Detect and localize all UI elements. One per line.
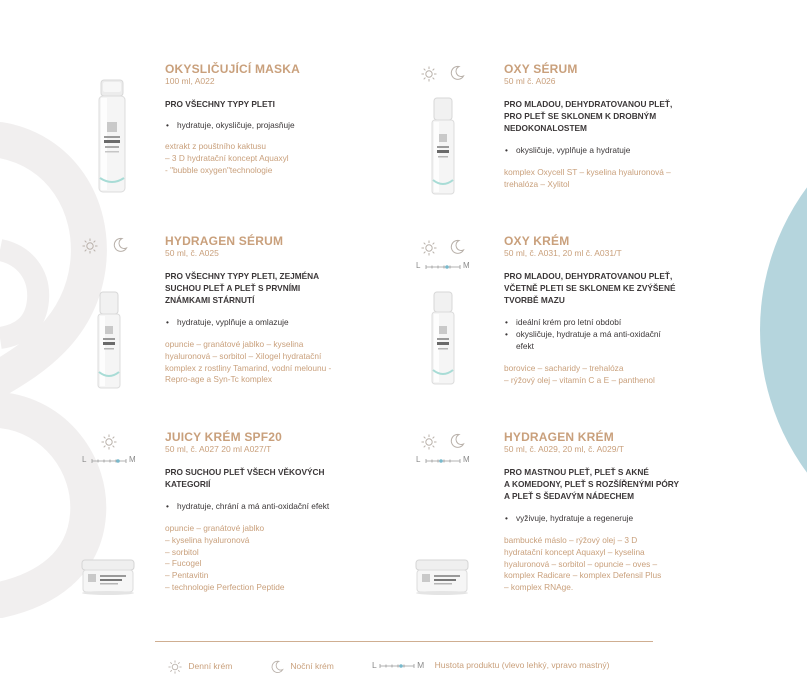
scale-label-light: L	[416, 455, 421, 464]
skin-type-line: PRO MLADOU, DEHYDRATOVANOU PLEŤ,	[504, 271, 673, 281]
benefit-item: • okysličuje, hydratuje a má anti-oxidační	[504, 328, 734, 340]
ingredient-line: trehalóza – Xylitol	[504, 178, 570, 189]
benefit-item: • hydratuje, vyplňuje a omlazuje	[165, 316, 395, 328]
sun-icon	[168, 660, 182, 674]
product-image-oxy-cream	[428, 290, 458, 386]
ingredient-line: – Fucogel	[165, 558, 202, 569]
product-title: OKYSLIČUJÍCÍ MASKA	[165, 62, 300, 76]
benefit-item: • vyživuje, hydratuje a regeneruje	[504, 512, 734, 524]
ingredient-list	[165, 523, 395, 594]
product-title: OXY SÉRUM	[504, 62, 578, 76]
sun-icon	[421, 66, 437, 82]
sun-icon	[101, 434, 117, 450]
ingredient-list	[165, 141, 385, 176]
product-title: OXY KRÉM	[504, 234, 570, 248]
scale-icon	[425, 457, 461, 465]
moon-icon	[449, 239, 465, 255]
skin-type-line: VČETNĚ PLETI SE SKLONEM KE ZVÝŠENÉ	[504, 283, 676, 293]
product-title: HYDRAGEN KRÉM	[504, 430, 614, 444]
moon-icon	[270, 660, 284, 674]
scale-label-heavy: M	[463, 261, 470, 270]
ingredient-line: hydratační koncept Aquaxyl – kyselina	[504, 546, 645, 557]
ingredient-line: – 3 D hydratační koncept Aquaxyl	[165, 152, 289, 163]
skin-type-line: PRO VŠECHNY TYPY PLETI	[165, 99, 275, 109]
product-title: HYDRAGEN SÉRUM	[165, 234, 284, 248]
background-swirl-inner	[0, 250, 38, 338]
skin-type-line: A KOMEDONY, PLEŤ S ROZŠÍŘENÝMI PÓRY	[504, 479, 680, 489]
density-scale	[416, 261, 476, 273]
benefit-list	[504, 316, 734, 352]
legend-night	[270, 660, 334, 674]
benefit-list	[504, 512, 734, 524]
usage-icons	[82, 432, 142, 472]
skin-type-line: PRO SUCHOU PLEŤ VŠECH VĚKOVÝCH	[165, 467, 325, 477]
product-image-juicy-cream-jar	[80, 556, 136, 596]
ingredient-line: – Pentavitin	[165, 570, 209, 581]
legend-density-label: Hustota produktu (vlevo lehký, vpravo mastný)	[434, 660, 610, 670]
benefit-list	[165, 316, 395, 328]
legend-density	[372, 660, 609, 670]
ingredient-line: – komplex RNAge.	[504, 582, 574, 593]
density-scale	[82, 455, 142, 467]
moon-icon	[112, 237, 128, 253]
scale-icon	[91, 457, 127, 465]
ingredient-line: – technologie Perfection Peptide	[165, 581, 285, 592]
product-card	[504, 62, 734, 191]
benefit-list	[165, 119, 385, 131]
blue-circle-decoration	[760, 90, 807, 570]
product-image-oxy-serum	[428, 96, 458, 196]
legend-night-label: Noční krém	[290, 661, 334, 672]
skin-type-line: ZNÁMKAMI STÁRNUTÍ	[165, 295, 255, 305]
ingredient-line: hyaluronová – sorbitol – Xilogel hydratační	[165, 350, 322, 361]
ingredient-line: bambucké máslo – rýžový olej – 3 D	[504, 535, 638, 545]
ingredient-line: Repro-age a Syn-Tc komplex	[165, 374, 272, 385]
scale-icon	[425, 263, 461, 271]
benefit-item: • hydratuje, okysličuje, projasňuje	[165, 119, 385, 131]
skin-type-line: PRO PLEŤ SE SKLONEM K DROBNÝM	[504, 111, 657, 121]
product-size: 50 ml, č. A027 20 ml A027/T	[165, 444, 272, 454]
moon-icon	[449, 65, 465, 81]
product-size: 50 ml č. A026	[504, 76, 556, 86]
ingredient-list	[165, 339, 395, 386]
product-card	[165, 234, 395, 386]
ingredient-list	[504, 535, 734, 594]
product-size: 50 ml, č. A029, 20 ml, č. A029/T	[504, 444, 625, 454]
ingredient-list	[504, 363, 734, 387]
skin-type	[165, 466, 395, 490]
product-title: JUICY KRÉM SPF20	[165, 430, 283, 444]
product-size: 100 ml, A022	[165, 76, 215, 86]
skin-type	[165, 270, 395, 306]
skin-type-line: TVORBĚ MAZU	[504, 295, 565, 305]
ingredient-line: komplex Oxycell ST – kyselina hyaluronová –	[504, 167, 671, 177]
ingredient-line: borovice – sacharidy – trehalóza	[504, 363, 624, 373]
ingredient-line: extrakt z pouštního kaktusu	[165, 141, 267, 151]
legend-day	[168, 660, 232, 674]
scale-label-light: L	[416, 261, 421, 270]
benefit-item: • hydratuje, chrání a má anti-oxidační efekt	[165, 500, 395, 512]
ingredient-line: opuncie – granátové jablko	[165, 523, 265, 533]
ingredient-line: – kyselina hyaluronová	[165, 534, 250, 545]
product-card	[504, 234, 734, 387]
product-card	[504, 430, 734, 594]
benefit-item: • okysličuje, vyplňuje a hydratuje	[504, 144, 734, 156]
ingredient-line: hyaluronová – sorbitol – opuncie – oves –	[504, 558, 658, 569]
product-size: 50 ml, č. A031, 20 ml č. A031/T	[504, 248, 622, 258]
skin-type-line: SUCHOU PLEŤ A PLEŤ S PRVNÍMI	[165, 283, 301, 293]
skin-type	[504, 466, 734, 502]
skin-type-line: NEDOKONALOSTEM	[504, 123, 587, 133]
scale-label-light: L	[372, 660, 377, 670]
ingredient-line: – rýžový olej – vitamín C a E – panthenol	[504, 374, 655, 385]
skin-type	[165, 98, 385, 110]
ingredient-list	[504, 167, 734, 191]
ingredient-line: komplex z rostliny Tamarind, vodní melounu -	[165, 362, 332, 373]
skin-type-line: PRO VŠECHNY TYPY PLETI, ZEJMÉNA	[165, 271, 320, 281]
scale-label-heavy: M	[417, 660, 425, 670]
benefit-item-continued: efekt	[516, 341, 534, 351]
product-image-hydragen-serum	[94, 290, 124, 390]
product-card	[165, 430, 395, 594]
density-scale	[416, 455, 476, 467]
ingredient-line: opuncie – granátové jablko – kyselina	[165, 339, 304, 349]
footer-divider	[155, 641, 653, 642]
usage-icons	[416, 236, 476, 276]
product-size: 50 ml, č. A025	[165, 248, 219, 258]
product-image-hydragen-cream-jar	[414, 556, 470, 596]
ingredient-line: - "bubble oxygen"technologie	[165, 164, 273, 175]
skin-type-line: KATEGORIÍ	[165, 479, 211, 489]
scale-label-heavy: M	[129, 455, 136, 464]
scale-label-heavy: M	[463, 455, 470, 464]
usage-icons	[416, 432, 476, 472]
product-image-mask	[92, 78, 132, 196]
legend-day-label: Denní krém	[188, 661, 233, 672]
benefit-item: • ideální krém pro letní období	[504, 316, 734, 328]
ingredient-line: – sorbitol	[165, 546, 199, 557]
skin-type	[504, 270, 734, 306]
scale-label-light: L	[82, 455, 87, 464]
skin-type-line: PRO MLADOU, DEHYDRATOVANOU PLEŤ,	[504, 99, 673, 109]
sun-icon	[421, 434, 437, 450]
sun-icon	[421, 240, 437, 256]
scale-icon	[379, 662, 415, 670]
sun-icon	[82, 238, 98, 254]
product-card	[165, 62, 385, 176]
moon-icon	[449, 433, 465, 449]
benefit-list	[504, 144, 734, 156]
skin-type-line: PRO MASTNOU PLEŤ, PLEŤ S AKNÉ	[504, 467, 649, 477]
ingredient-line: komplex Radicare – komplex Defensil Plus	[504, 570, 662, 581]
background-swirl	[0, 140, 89, 600]
skin-type	[504, 98, 734, 134]
benefit-list	[165, 500, 395, 512]
skin-type-line: A PLEŤ S ŠEDAVÝM NÁDECHEM	[504, 491, 634, 501]
